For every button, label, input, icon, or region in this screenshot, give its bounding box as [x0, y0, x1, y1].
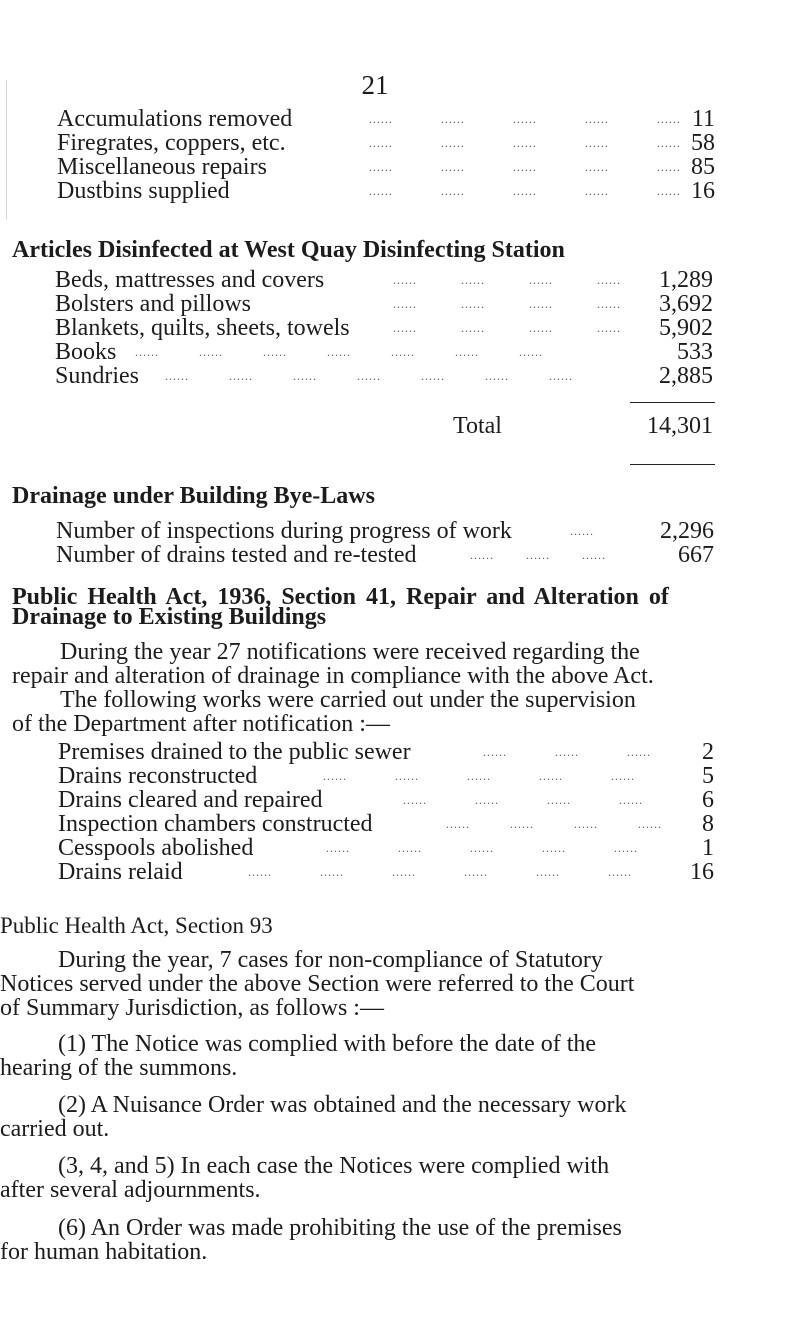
total-rule — [630, 402, 715, 403]
row-value: 58 — [691, 130, 715, 156]
row-label: Inspection chambers constructed — [58, 811, 373, 837]
leader-dots: ...... ...... ...... ...... ...... ...... ...... — [135, 345, 543, 359]
row-label: Number of drains tested and re-tested — [56, 542, 417, 568]
section93-paragraph — [0, 1032, 712, 1080]
para-line: (6) An Order was made prohibiting the use of the premises — [58, 1216, 622, 1240]
row-value: 2,885 — [659, 363, 713, 389]
para-line: of Summary Jurisdiction, as follows :— — [0, 996, 384, 1020]
para-line: after several adjournments. — [0, 1178, 261, 1202]
para-line: (1) The Notice was complied with before the date of the — [58, 1032, 597, 1056]
leader-dots: ...... ...... ...... ...... ...... — [323, 769, 635, 783]
works-row — [58, 858, 718, 886]
row-label: Drains cleared and repaired — [58, 787, 323, 813]
leader-dots: ...... ...... ...... ...... — [393, 297, 621, 311]
leader-dots: ...... ...... ...... ...... — [393, 273, 621, 287]
section-heading-drainage: Drainage under Building Bye-Laws — [12, 483, 375, 509]
leader-dots: ...... ...... ...... ...... — [393, 321, 621, 335]
row-label: Miscellaneous repairs — [57, 154, 267, 180]
section93-paragraph — [0, 1216, 712, 1264]
para-line: During the year, 7 cases for non-compliance of Statutory — [58, 948, 603, 972]
total-label: Total — [453, 413, 502, 439]
row-value: 11 — [691, 106, 715, 132]
row-label: Premises drained to the public sewer — [58, 739, 411, 765]
leader-dots: ...... ...... ...... ...... ...... — [326, 841, 638, 855]
row-label: Bolsters and pillows — [55, 291, 251, 317]
row-value: 667 — [678, 542, 714, 568]
leader-dots: ...... ...... ...... — [470, 548, 606, 562]
row-value: 2,296 — [660, 518, 714, 544]
leader-dots: ...... — [570, 524, 594, 538]
row-value: 1,289 — [659, 267, 713, 293]
disinfected-row — [55, 362, 735, 390]
para-line: of the Department after notification :— — [12, 712, 390, 736]
row-value: 3,692 — [659, 291, 713, 317]
row-value: 6 — [702, 787, 714, 813]
section-heading-section41: Public Health Act, 1936, Section 41, Repair and Alteration of — [12, 584, 669, 610]
row-label: Blankets, quilts, sheets, towels — [55, 315, 350, 341]
section93-paragraph — [0, 948, 712, 1020]
row-label: Books — [55, 339, 117, 365]
para-line: for human habitation. — [0, 1240, 208, 1264]
row-value: 533 — [677, 339, 713, 365]
row-value: 16 — [691, 178, 715, 204]
para-line: (3, 4, and 5) In each case the Notices were complied with — [58, 1154, 610, 1178]
row-value: 5 — [702, 763, 714, 789]
row-label: Drains reconstructed — [58, 763, 258, 789]
row-value: 8 — [702, 811, 714, 837]
section-heading-section93: Public Health Act, Section 93 — [0, 913, 273, 938]
leader-dots: ...... ...... ...... ...... ...... — [369, 184, 681, 198]
row-label: Cesspools abolished — [58, 835, 254, 861]
section-heading-disinfected: Articles Disinfected at West Quay Disinfecting Station — [12, 237, 565, 263]
row-value: 85 — [691, 154, 715, 180]
row-label: Sundries — [55, 363, 139, 389]
para-line: During the year 27 notifications were received regarding the — [60, 640, 640, 664]
row-label: Drains relaid — [58, 859, 183, 885]
section-heading-section41-cont: Drainage to Existing Buildings — [12, 604, 327, 630]
total-value: 14,301 — [647, 413, 713, 439]
leader-dots: ...... ...... ...... ...... ...... — [369, 112, 681, 126]
total-underline — [630, 464, 715, 465]
binding-edge — [6, 80, 7, 220]
row-value: 1 — [702, 835, 714, 861]
para-line: (2) A Nuisance Order was obtained and the necessary work — [58, 1093, 627, 1117]
leader-dots: ...... ...... ...... ...... — [403, 793, 643, 807]
para-line: hearing of the summons. — [0, 1056, 238, 1080]
row-label: Accumulations removed — [57, 106, 293, 132]
leader-dots: ...... ...... ...... ...... ...... — [369, 160, 681, 174]
refuse-row — [57, 177, 717, 205]
leader-dots: ...... ...... ...... ...... ...... ...... ...... — [165, 369, 573, 383]
para-line: repair and alteration of drainage in compliance with the above Act. — [12, 664, 654, 688]
leader-dots: ...... ...... ...... ...... — [446, 817, 662, 831]
total-row — [55, 412, 735, 440]
para-line: Notices served under the above Section were referred to the Court — [0, 972, 635, 996]
section93-paragraph — [0, 1093, 712, 1141]
leader-dots: ...... ...... ...... — [483, 745, 651, 759]
para-line: carried out. — [0, 1117, 110, 1141]
leader-dots: ...... ...... ...... ...... ...... ...... — [248, 865, 632, 879]
row-label: Dustbins supplied — [57, 178, 230, 204]
row-label: Firegrates, coppers, etc. — [57, 130, 286, 156]
leader-dots: ...... ...... ...... ...... ...... — [369, 136, 681, 150]
para-line: The following works were carried out under the supervision — [60, 688, 636, 712]
row-label: Number of inspections during progress of work — [56, 518, 512, 544]
page-number: 21 — [361, 70, 389, 100]
row-value: 16 — [690, 859, 714, 885]
row-value: 2 — [702, 739, 714, 765]
row-value: 5,902 — [659, 315, 713, 341]
section93-paragraph — [0, 1154, 712, 1202]
row-label: Beds, mattresses and covers — [55, 267, 325, 293]
section41-paragraph — [12, 640, 716, 736]
drainage-row — [56, 541, 736, 569]
